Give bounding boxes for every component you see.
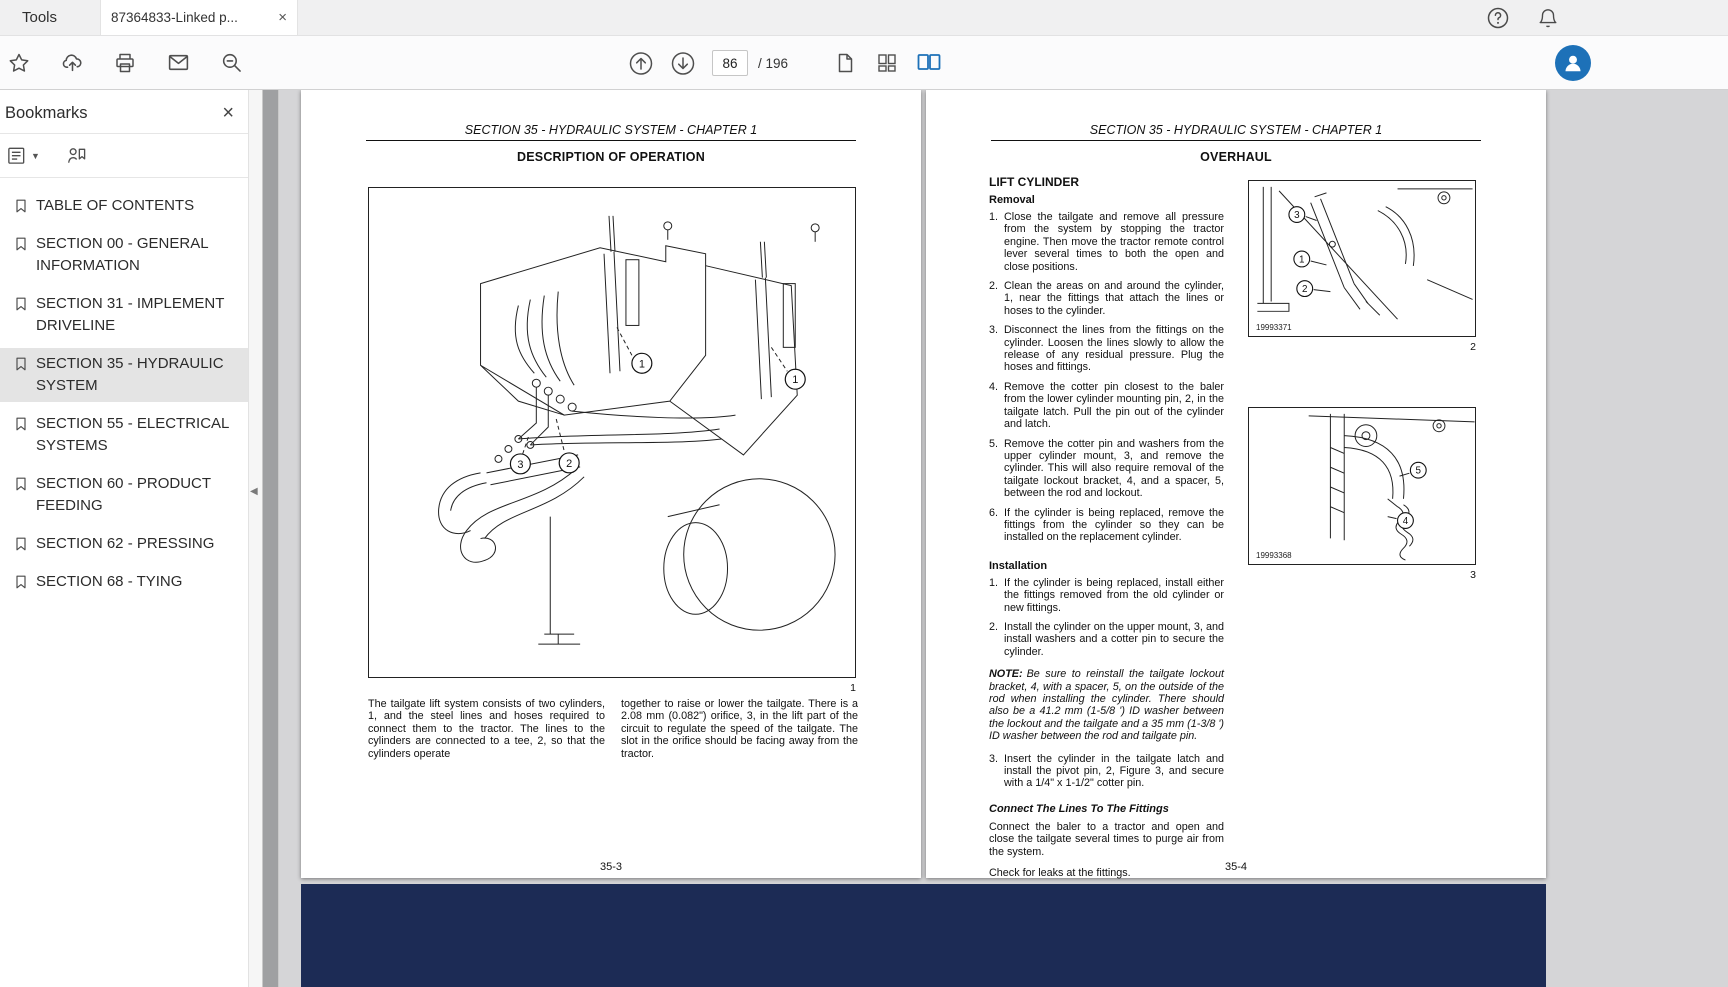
lockout-bracket-diagram	[1249, 408, 1475, 564]
step-text: Insert the cylinder in the tailgate latch and install the pivot pin, 2, Figure 3, and secure with a 1/4" x 1-1/2" cotter pin.	[1004, 752, 1224, 790]
sidebar-item-label: SECTION 00 - GENERAL INFORMATION	[36, 235, 208, 274]
share-upload-button[interactable]	[59, 50, 85, 76]
procedure-text-column	[989, 175, 1224, 888]
notifications-button[interactable]	[1535, 5, 1561, 31]
lift-cylinder-heading: LIFT CYLINDER	[989, 175, 1079, 189]
step-number: 4.	[989, 380, 999, 393]
check-leaks-paragraph: Check for leaks at the fittings.	[989, 867, 1131, 880]
help-icon	[1486, 6, 1510, 30]
connect-lines-heading: Connect The Lines To The Fittings	[989, 802, 1169, 815]
new-bookmark-button[interactable]	[66, 145, 87, 166]
removal-heading: Removal	[989, 194, 1035, 206]
bookmarks-list-icon	[6, 145, 27, 166]
callout-2: 2	[566, 457, 573, 470]
bookmarks-close-icon[interactable]: ×	[222, 102, 234, 124]
page-number-right: 35-4	[1224, 861, 1248, 873]
sidebar-item-label: SECTION 55 - ELECTRICAL SYSTEMS	[36, 415, 229, 454]
sidebar-item-label: TABLE OF CONTENTS	[36, 197, 195, 214]
bookmarks-list	[0, 178, 248, 616]
page-count-label: / 196	[758, 55, 789, 71]
zoom-button[interactable]	[218, 50, 244, 76]
star-icon	[8, 52, 30, 74]
figure-3-photo-code: 19993368	[1256, 551, 1292, 560]
bookmark-icon	[13, 198, 29, 214]
printer-icon	[114, 52, 136, 74]
installation-step	[989, 621, 1224, 658]
document-tab[interactable]	[100, 0, 298, 35]
step-text: Install the cylinder on the upper mount, 3, and install washers and a cotter pin to secure the cylinder.	[1004, 620, 1224, 658]
step-number: 2.	[989, 620, 999, 633]
figure-3-number: 3	[1470, 569, 1476, 581]
step-number: 2.	[989, 280, 999, 293]
removal-step	[989, 438, 1224, 500]
pdf-page-left[interactable]	[301, 90, 921, 878]
step-text: Disconnect the lines from the fittings on the cylinder. Loosen the lines slowly to allow the release of any residual pressure. Plug the hoses and fittings.	[1004, 324, 1224, 374]
figure-2-frame	[1248, 180, 1476, 337]
bookmark-icon	[13, 416, 29, 432]
page-number-input[interactable]	[712, 50, 748, 76]
panel-splitter[interactable]	[248, 90, 262, 987]
bookmark-icon	[13, 574, 29, 590]
previous-page-button[interactable]	[628, 50, 654, 76]
next-page-preview	[301, 884, 1546, 987]
single-page-icon	[834, 52, 856, 74]
bookmarks-toolbar	[0, 134, 248, 178]
two-page-view-button[interactable]	[916, 50, 942, 76]
step-number: 6.	[989, 506, 999, 519]
callout-3: 3	[1294, 210, 1300, 222]
sidebar-item-label: SECTION 60 - PRODUCT FEEDING	[36, 475, 211, 514]
bookmark-icon	[13, 356, 29, 372]
vertical-scrollbar[interactable]	[262, 90, 279, 987]
figure-2	[1248, 180, 1476, 353]
zoom-out-icon	[220, 51, 243, 74]
document-tab-label: 87364833-Linked p...	[111, 10, 238, 25]
figure-2-photo-code: 19993371	[1256, 323, 1292, 332]
removal-step	[989, 324, 1224, 374]
chevron-down-icon: ▼	[31, 150, 40, 161]
removal-step	[989, 280, 1224, 317]
page-title: DESCRIPTION OF OPERATION	[517, 150, 705, 164]
pdf-page-right[interactable]	[926, 90, 1546, 878]
note-text: Be sure to reinstall the tailgate lockout bracket, 4, with a spacer, 5, on the outside of the rod when installing the cylinder. There should also be a 41.2 mm (1-5/8 ') ID washer between the lockout and the tailgate and a 35 mm (1-3/8 ') ID washer between the rod and tailgate pin.	[989, 668, 1224, 743]
sidebar-item-label: SECTION 31 - IMPLEMENT DRIVELINE	[36, 295, 225, 334]
sidebar-item-section-31[interactable]	[0, 288, 248, 342]
baler-hydraulics-diagram	[369, 188, 855, 677]
collapse-panel-icon[interactable]: ◀	[250, 486, 258, 497]
cloud-upload-icon	[61, 51, 84, 74]
bookmarks-panel	[0, 90, 248, 987]
step-text: Close the tailgate and remove all pressure from the system by stopping the tractor engine. Then move the tractor remote control lever several times to both the open and close positions.	[1004, 211, 1224, 273]
removal-step	[989, 381, 1224, 431]
person-icon	[1562, 52, 1584, 74]
note-label: NOTE:	[989, 668, 1023, 681]
page-thumbnails-button[interactable]	[874, 50, 900, 76]
installation-step	[989, 753, 1224, 790]
help-button[interactable]	[1485, 5, 1511, 31]
tools-tab[interactable]	[0, 0, 100, 35]
figure-1-frame	[368, 187, 856, 678]
document-viewport	[279, 90, 1728, 987]
bookmarks-panel-header	[0, 90, 248, 134]
main-toolbar	[0, 36, 1728, 90]
cylinder-removal-diagram	[1249, 181, 1475, 336]
page-thumbnails-icon	[876, 52, 898, 74]
bookmarks-options-button[interactable]	[6, 145, 40, 166]
bookmark-icon	[13, 296, 29, 312]
bookmarks-panel-title: Bookmarks	[5, 103, 88, 122]
sidebar-item-section-62[interactable]	[0, 528, 248, 560]
body-column-2: together to raise or lower the tailgate. There is a 2.08 mm (0.082") orifice, 3, in the lift part of the circuit to regulate the speed of the tailgate. The slot in the orifice should be facing away from the tractor.	[621, 698, 858, 760]
figure-1-callouts	[510, 353, 805, 474]
page-number-left: 35-3	[599, 861, 623, 873]
step-text: If the cylinder is being replaced, remove the fittings from the cylinder so they can be installed on the replacement cylinder.	[1004, 506, 1224, 544]
sidebar-item-section-00[interactable]	[0, 228, 248, 282]
running-header: SECTION 35 - HYDRAULIC SYSTEM - CHAPTER 1	[464, 123, 758, 137]
removal-step	[989, 211, 1224, 273]
step-text: Remove the cotter pin and washers from the upper cylinder mount, 3, and remove the cylinder. This will also require removal of the tailgate lockout bracket, 4, and a spacer, 5, between the rod and lockout.	[1004, 437, 1224, 500]
user-avatar[interactable]	[1555, 45, 1591, 81]
single-page-view-button[interactable]	[832, 50, 858, 76]
bell-icon	[1537, 7, 1559, 29]
header-rule	[366, 140, 856, 141]
installation-heading: Installation	[989, 559, 1048, 572]
removal-step	[989, 507, 1224, 544]
arrow-up-circle-icon	[628, 50, 654, 77]
callout-1: 1	[1299, 254, 1305, 266]
figure-3-frame	[1248, 407, 1476, 565]
sidebar-item-section-68[interactable]	[0, 566, 248, 598]
running-header: SECTION 35 - HYDRAULIC SYSTEM - CHAPTER 1	[1089, 123, 1383, 137]
new-bookmark-icon	[66, 145, 87, 166]
sidebar-item-label: SECTION 35 - HYDRAULIC SYSTEM	[36, 355, 224, 394]
body-text	[368, 698, 858, 760]
page-navigation-group	[628, 36, 942, 90]
installation-step	[989, 577, 1224, 614]
callout-1b: 1	[792, 374, 799, 387]
header-rule	[991, 140, 1481, 141]
step-number: 1.	[989, 576, 999, 589]
main-area	[0, 90, 1728, 987]
email-button[interactable]	[165, 50, 191, 76]
figure-1-number: 1	[850, 682, 856, 694]
window-tab-bar	[0, 0, 1728, 36]
tools-tab-label: Tools	[22, 9, 58, 26]
step-number: 5.	[989, 437, 999, 450]
sidebar-item-label: SECTION 68 - TYING	[36, 573, 183, 590]
callout-2: 2	[1301, 284, 1308, 296]
figure-3	[1248, 407, 1476, 581]
sidebar-item-section-60[interactable]	[0, 468, 248, 522]
toolbar-left-group	[0, 50, 244, 76]
scrollbar-thumb[interactable]	[263, 90, 278, 987]
figure-2-number: 2	[1470, 341, 1476, 353]
two-page-view-icon	[916, 50, 942, 77]
callout-4: 4	[1402, 516, 1409, 528]
bookmark-icon	[13, 536, 29, 552]
envelope-icon	[167, 51, 190, 74]
bookmark-icon	[13, 236, 29, 252]
sidebar-item-table-of-contents[interactable]	[0, 190, 248, 222]
connect-paragraph: Connect the baler to a tractor and open and close the tailgate several times to purge air from the system.	[989, 820, 1224, 858]
page-title: OVERHAUL	[1200, 150, 1272, 164]
callout-1a: 1	[638, 358, 645, 371]
print-button[interactable]	[112, 50, 138, 76]
sidebar-item-label: SECTION 62 - PRESSING	[36, 535, 215, 552]
favorites-button[interactable]	[6, 50, 32, 76]
step-number: 1.	[989, 211, 999, 223]
next-page-button[interactable]	[670, 50, 696, 76]
body-column-1: The tailgate lift system consists of two cylinders, 1, and the steel lines and hoses required to connect them to the tractor. The lines to the cylinders are connected to a tee, 2, so that the cylinders operate	[368, 698, 605, 760]
callout-3: 3	[517, 458, 524, 471]
tab-close-icon[interactable]: ×	[278, 9, 287, 26]
sidebar-item-section-35[interactable]	[0, 348, 248, 402]
callout-5: 5	[1415, 465, 1422, 477]
window-top-right-controls	[1485, 0, 1561, 36]
arrow-down-circle-icon	[670, 50, 696, 77]
step-text: If the cylinder is being replaced, install either the fittings removed from the old cylinder or new fittings.	[1004, 576, 1224, 614]
step-number: 3.	[989, 752, 999, 765]
step-number: 3.	[989, 324, 999, 337]
bookmark-icon	[13, 476, 29, 492]
step-text: Remove the cotter pin closest to the baler from the lower cylinder mounting pin, 2, in the tailgate latch. Pull the pin out of the cylinder and latch.	[1004, 380, 1224, 431]
sidebar-item-section-55[interactable]	[0, 408, 248, 462]
step-text: Clean the areas on and around the cylinder, 1, near the fittings that attach the lines or hoses to the cylinder.	[1004, 280, 1224, 317]
note-paragraph	[989, 668, 1224, 742]
